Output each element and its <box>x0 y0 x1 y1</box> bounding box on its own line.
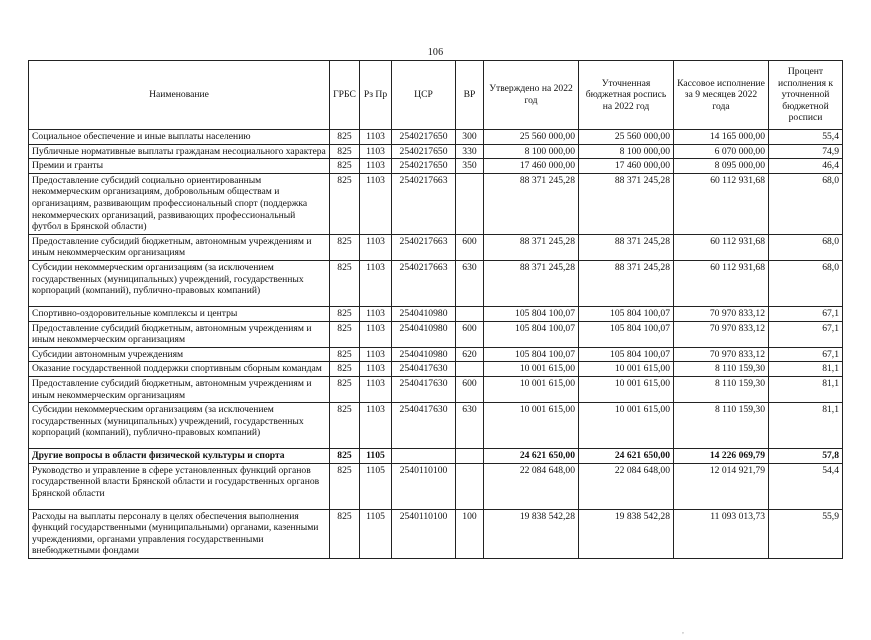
cell-percent: 67,1 <box>769 347 843 362</box>
cell-cash: 60 112 931,68 <box>674 260 769 306</box>
cell-cash: 14 165 000,00 <box>674 130 769 145</box>
cell-vr: 630 <box>456 260 484 306</box>
cell-csr: 2540410980 <box>392 347 456 362</box>
cell-grbs: 825 <box>330 321 360 347</box>
cell-refined: 88 371 245,28 <box>579 234 674 260</box>
table-row <box>29 159 843 174</box>
cell-rzpr: 1103 <box>360 403 392 449</box>
cell-cash: 6 070 000,00 <box>674 144 769 159</box>
cell-vr: 330 <box>456 144 484 159</box>
cell-approved: 22 084 648,00 <box>484 463 579 509</box>
cell-cash: 14 226 069,79 <box>674 449 769 464</box>
table-row <box>29 376 843 402</box>
table-row <box>29 173 843 234</box>
cell-name: Предоставление субсидий бюджетным, автономным учреждениям и иным некоммерческим организациям <box>29 321 330 347</box>
cell-refined: 105 804 100,07 <box>579 347 674 362</box>
cell-vr: 350 <box>456 159 484 174</box>
cell-grbs: 825 <box>330 449 360 464</box>
cell-approved: 19 838 542,28 <box>484 509 579 558</box>
cell-approved: 88 371 245,28 <box>484 260 579 306</box>
cell-vr <box>456 362 484 377</box>
cell-percent: 67,1 <box>769 306 843 321</box>
cell-grbs: 825 <box>330 403 360 449</box>
cell-cash: 70 970 833,12 <box>674 321 769 347</box>
cell-cash: 8 095 000,00 <box>674 159 769 174</box>
table-row <box>29 260 843 306</box>
table-row <box>29 362 843 377</box>
header-cash: Кассовое исполнение за 9 месяцев 2022 года <box>674 61 769 130</box>
cell-approved: 88 371 245,28 <box>484 173 579 234</box>
cell-rzpr: 1103 <box>360 347 392 362</box>
cell-refined: 10 001 615,00 <box>579 403 674 449</box>
cell-approved: 105 804 100,07 <box>484 347 579 362</box>
cell-name: Оказание государственной поддержки спортивным сборным командам <box>29 362 330 377</box>
cell-rzpr: 1103 <box>360 234 392 260</box>
header-refined: Уточненная бюджетная роспись на 2022 год <box>579 61 674 130</box>
cell-grbs: 825 <box>330 260 360 306</box>
cell-refined: 22 084 648,00 <box>579 463 674 509</box>
page-number: 106 <box>427 47 444 58</box>
cell-grbs: 825 <box>330 362 360 377</box>
cell-csr: 2540217650 <box>392 159 456 174</box>
cell-name: Публичные нормативные выплаты гражданам несоциального характера <box>29 144 330 159</box>
cell-percent: 68,0 <box>769 234 843 260</box>
cell-percent: 68,0 <box>769 173 843 234</box>
cell-percent: 57,8 <box>769 449 843 464</box>
cell-name: Другие вопросы в области физической культуры и спорта <box>29 449 330 464</box>
cell-name: Спортивно-оздоровительные комплексы и центры <box>29 306 330 321</box>
cell-name: Расходы на выплаты персоналу в целях обеспечения выполнения функций государственными (муниципальными) органами, казенными учреждениями, органами управления государственными внебюджетными фондами <box>29 509 330 558</box>
cell-refined: 10 001 615,00 <box>579 376 674 402</box>
cell-rzpr: 1105 <box>360 449 392 464</box>
cell-refined: 25 560 000,00 <box>579 130 674 145</box>
header-csr: ЦСР <box>392 61 456 130</box>
header-vr: ВР <box>456 61 484 130</box>
cell-grbs: 825 <box>330 463 360 509</box>
table-row <box>29 347 843 362</box>
cell-vr: 600 <box>456 376 484 402</box>
cell-name: Субсидии автономным учреждениям <box>29 347 330 362</box>
cell-name: Субсидии некоммерческим организациям (за исключением государственных (муниципальных) учреждений, государственных корпораций (компаний), публично-правовых компаний) <box>29 260 330 306</box>
cell-name: Социальное обеспечение и иные выплаты населению <box>29 130 330 145</box>
cell-csr: 2540410980 <box>392 321 456 347</box>
cell-percent: 81,1 <box>769 376 843 402</box>
table-row <box>29 509 843 558</box>
table-row <box>29 403 843 449</box>
cell-approved: 8 100 000,00 <box>484 144 579 159</box>
cell-vr: 600 <box>456 234 484 260</box>
cell-rzpr: 1105 <box>360 509 392 558</box>
cell-approved: 10 001 615,00 <box>484 362 579 377</box>
cell-percent: 55,4 <box>769 130 843 145</box>
cell-percent: 81,1 <box>769 362 843 377</box>
cell-grbs: 825 <box>330 159 360 174</box>
cell-grbs: 825 <box>330 509 360 558</box>
cell-approved: 105 804 100,07 <box>484 306 579 321</box>
cell-vr <box>456 306 484 321</box>
cell-vr: 620 <box>456 347 484 362</box>
cell-percent: 68,0 <box>769 260 843 306</box>
table-body <box>29 130 843 559</box>
cell-vr: 300 <box>456 130 484 145</box>
cell-vr: 600 <box>456 321 484 347</box>
cell-refined: 88 371 245,28 <box>579 260 674 306</box>
cell-vr: 100 <box>456 509 484 558</box>
table-row <box>29 321 843 347</box>
cell-rzpr: 1105 <box>360 463 392 509</box>
cell-rzpr: 1103 <box>360 159 392 174</box>
cell-refined: 105 804 100,07 <box>579 321 674 347</box>
cell-cash: 8 110 159,30 <box>674 362 769 377</box>
cell-refined: 88 371 245,28 <box>579 173 674 234</box>
cell-vr: 630 <box>456 403 484 449</box>
cell-cash: 8 110 159,30 <box>674 403 769 449</box>
cell-grbs: 825 <box>330 144 360 159</box>
cell-grbs: 825 <box>330 130 360 145</box>
cell-rzpr: 1103 <box>360 130 392 145</box>
cell-name: Субсидии некоммерческим организациям (за исключением государственных (муниципальных) учреждений, государственных корпораций (компаний), публично-правовых компаний) <box>29 403 330 449</box>
cell-name: Руководство и управление в сфере установленных функций органов государственной власти Брянской области и государственных органов Брянской области <box>29 463 330 509</box>
cell-grbs: 825 <box>330 173 360 234</box>
cell-grbs: 825 <box>330 234 360 260</box>
budget-table <box>28 60 843 559</box>
cell-csr: 2540217650 <box>392 144 456 159</box>
cell-csr: 2540417630 <box>392 403 456 449</box>
cell-cash: 60 112 931,68 <box>674 173 769 234</box>
cell-csr <box>392 449 456 464</box>
cell-refined: 10 001 615,00 <box>579 362 674 377</box>
cell-refined: 17 460 000,00 <box>579 159 674 174</box>
cell-percent: 54,4 <box>769 463 843 509</box>
table-row <box>29 449 843 464</box>
cell-cash: 11 093 013,73 <box>674 509 769 558</box>
cell-cash: 70 970 833,12 <box>674 306 769 321</box>
table-row <box>29 463 843 509</box>
header-grbs: ГРБС <box>330 61 360 130</box>
cell-percent: 46,4 <box>769 159 843 174</box>
cell-vr <box>456 463 484 509</box>
scan-mark: , <box>682 626 684 635</box>
cell-percent: 81,1 <box>769 403 843 449</box>
cell-csr: 2540410980 <box>392 306 456 321</box>
cell-cash: 8 110 159,30 <box>674 376 769 402</box>
cell-csr: 2540217663 <box>392 260 456 306</box>
cell-csr: 2540110100 <box>392 463 456 509</box>
cell-cash: 70 970 833,12 <box>674 347 769 362</box>
cell-csr: 2540417630 <box>392 376 456 402</box>
cell-csr: 2540417630 <box>392 362 456 377</box>
cell-approved: 24 621 650,00 <box>484 449 579 464</box>
cell-rzpr: 1103 <box>360 376 392 402</box>
cell-percent: 74,9 <box>769 144 843 159</box>
cell-csr: 2540217663 <box>392 234 456 260</box>
cell-csr: 2540110100 <box>392 509 456 558</box>
cell-refined: 105 804 100,07 <box>579 306 674 321</box>
cell-cash: 60 112 931,68 <box>674 234 769 260</box>
cell-rzpr: 1103 <box>360 306 392 321</box>
cell-approved: 25 560 000,00 <box>484 130 579 145</box>
cell-vr <box>456 449 484 464</box>
table-header-row <box>29 61 843 130</box>
cell-cash: 12 014 921,79 <box>674 463 769 509</box>
table-row <box>29 234 843 260</box>
cell-approved: 10 001 615,00 <box>484 376 579 402</box>
cell-csr: 2540217650 <box>392 130 456 145</box>
cell-name: Предоставление субсидий бюджетным, автономным учреждениям и иным некоммерческим организациям <box>29 376 330 402</box>
cell-rzpr: 1103 <box>360 144 392 159</box>
table-row <box>29 144 843 159</box>
cell-percent: 67,1 <box>769 321 843 347</box>
cell-percent: 55,9 <box>769 509 843 558</box>
table-row <box>29 130 843 145</box>
cell-grbs: 825 <box>330 306 360 321</box>
cell-name: Предоставление субсидий бюджетным, автономным учреждениям и иным некоммерческим организациям <box>29 234 330 260</box>
cell-refined: 24 621 650,00 <box>579 449 674 464</box>
header-approved: Утверждено на 2022 год <box>484 61 579 130</box>
table-row <box>29 306 843 321</box>
header-rzpr: Рз Пр <box>360 61 392 130</box>
cell-approved: 10 001 615,00 <box>484 403 579 449</box>
cell-name: Предоставление субсидий социально ориентированным некоммерческим организациям, добровольным обществам и организациям, развивающим профессиональный спорт (поддержка некоммерческих организаций, развивающих профессиональный футбол в Брянской области) <box>29 173 330 234</box>
cell-name: Премии и гранты <box>29 159 330 174</box>
cell-csr: 2540217663 <box>392 173 456 234</box>
cell-grbs: 825 <box>330 376 360 402</box>
cell-refined: 19 838 542,28 <box>579 509 674 558</box>
cell-approved: 17 460 000,00 <box>484 159 579 174</box>
cell-rzpr: 1103 <box>360 321 392 347</box>
cell-rzpr: 1103 <box>360 362 392 377</box>
cell-refined: 8 100 000,00 <box>579 144 674 159</box>
cell-approved: 105 804 100,07 <box>484 321 579 347</box>
cell-rzpr: 1103 <box>360 173 392 234</box>
header-percent: Процент исполнения к уточненной бюджетной росписи <box>769 61 843 130</box>
header-name: Наименование <box>29 61 330 130</box>
cell-approved: 88 371 245,28 <box>484 234 579 260</box>
cell-grbs: 825 <box>330 347 360 362</box>
cell-rzpr: 1103 <box>360 260 392 306</box>
cell-vr <box>456 173 484 234</box>
